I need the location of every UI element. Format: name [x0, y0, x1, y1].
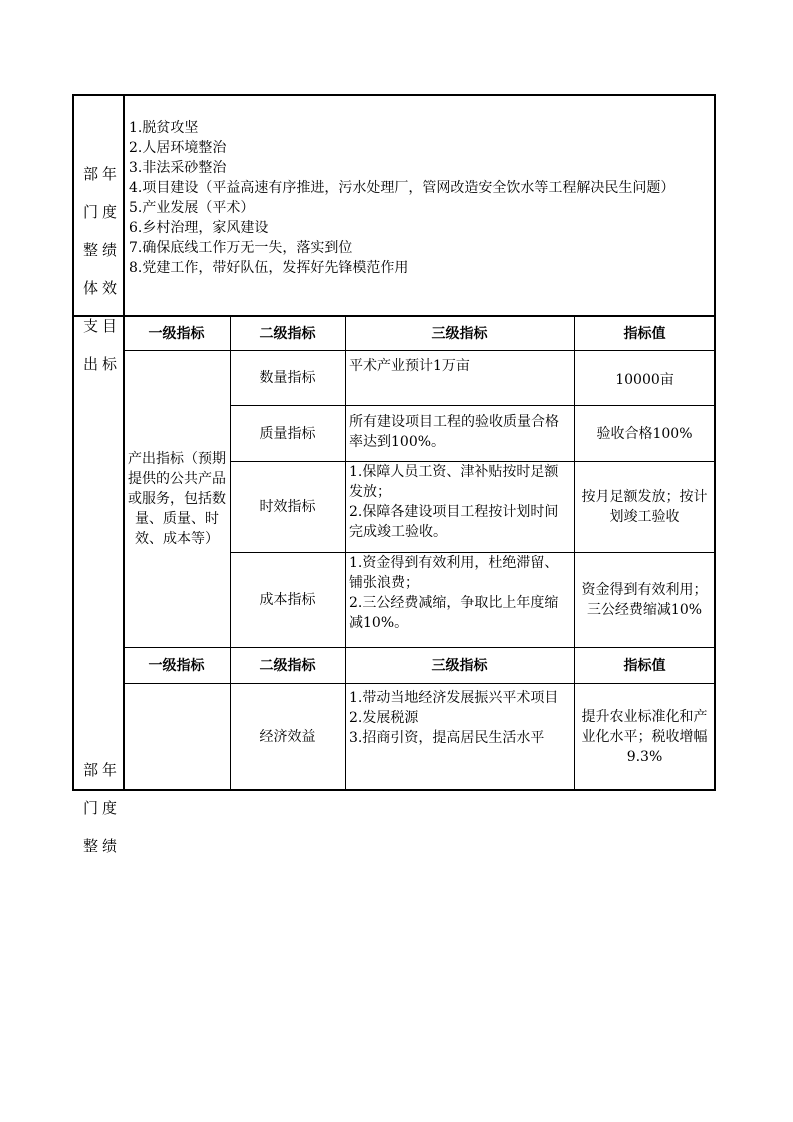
indicator-bottom-border — [72, 789, 716, 791]
indicator-section-label — [82, 742, 118, 875]
goal-item: 7.确保底线工作万无一失，落实到位 — [129, 240, 353, 256]
timeliness-indicator: 时效指标 — [259, 499, 316, 515]
indicator-label-col-b — [101, 742, 118, 875]
header-level1-2: 一级指标 — [148, 657, 205, 674]
header-level3: 三级指标 — [431, 325, 488, 342]
goal-item: 5.产业发展（平术） — [129, 200, 255, 216]
label-char: 目 — [101, 317, 117, 335]
label-char: 效 — [101, 279, 117, 297]
economic-benefit-value: 提升农业标准化和产业化水平；税收增幅9.3% — [581, 708, 708, 765]
label-char: 支 — [82, 317, 98, 335]
label-char: 度 — [101, 203, 117, 221]
indicator-label-divider — [123, 316, 125, 790]
output-indicator-label: 产出指标（预期提供的公共产品或服务，包括数量、质量、时效、成本等） — [128, 451, 226, 547]
label-char: 体 — [82, 279, 98, 297]
goals-section-label — [82, 146, 118, 393]
label-char: 出 — [82, 355, 98, 373]
cost-detail: 1.资金得到有效利用，杜绝滞留、铺张浪费； 2.三公经费减缩，争取比上年度缩减10%。 — [349, 555, 559, 631]
header-value: 指标值 — [623, 325, 666, 342]
goal-item: 1.脱贫攻坚 — [129, 120, 199, 136]
header-level1: 一级指标 — [148, 325, 205, 342]
goals-label-col-b — [101, 146, 118, 393]
label-char: 整 — [82, 241, 98, 259]
label-char: 门 — [82, 799, 98, 817]
header-level2-2: 二级指标 — [259, 657, 316, 674]
label-char: 年 — [101, 165, 117, 183]
timeliness-detail: 1.保障人员工资、津补贴按时足额发放； 2.保障各建设项目工程按计划时间完成竣工验收。 — [349, 464, 559, 540]
timeliness-value: 按月足额发放；按计划竣工验收 — [581, 489, 708, 525]
label-char: 部 — [82, 165, 98, 183]
goal-item: 3.非法采砂整治 — [129, 160, 227, 176]
quality-detail: 所有建设项目工程的验收质量合格率达到100%。 — [349, 414, 559, 450]
goals-list — [129, 118, 709, 278]
cost-value: 资金得到有效利用；三公经费缩减10% — [581, 582, 708, 618]
goals-label-col-a — [82, 146, 99, 393]
quantity-indicator: 数量指标 — [259, 370, 316, 386]
quality-value: 验收合格100% — [596, 425, 693, 442]
header-level3-2: 三级指标 — [431, 657, 488, 674]
quantity-detail: 平术产业预计1万亩 — [349, 358, 470, 374]
label-char: 整 — [82, 837, 98, 855]
goal-item: 4.项目建设（平益高速有序推进，污水处理厂，管网改造安全饮水等工程解决民生问题） — [129, 180, 675, 196]
economic-benefit-detail: 1.带动当地经济发展振兴平术项目 2.发展税源 3.招商引资，提高居民生活水平 — [349, 690, 559, 746]
cost-indicator: 成本指标 — [259, 592, 316, 608]
goal-item: 8.党建工作，带好队伍，发挥好先锋模范作用 — [129, 260, 409, 276]
goals-divider — [123, 94, 125, 317]
label-char: 标 — [101, 355, 117, 373]
economic-benefit-indicator: 经济效益 — [259, 728, 316, 745]
label-char: 度 — [101, 799, 117, 817]
label-char: 年 — [101, 761, 117, 779]
indicator-left-border — [72, 316, 74, 790]
header-value-2: 指标值 — [623, 657, 666, 674]
label-char: 绩 — [101, 837, 117, 855]
indicator-section-label-clip — [78, 740, 122, 855]
indicator-label-col-a — [82, 742, 99, 875]
label-char: 门 — [82, 203, 98, 221]
goal-item: 6.乡村治理，家风建设 — [129, 220, 269, 236]
quantity-value: 10000亩 — [615, 372, 674, 388]
header-level2: 二级指标 — [259, 325, 316, 342]
goal-item: 2.人居环境整治 — [129, 140, 227, 156]
quality-indicator: 质量指标 — [259, 425, 316, 442]
label-char: 部 — [82, 761, 98, 779]
label-char: 绩 — [101, 241, 117, 259]
